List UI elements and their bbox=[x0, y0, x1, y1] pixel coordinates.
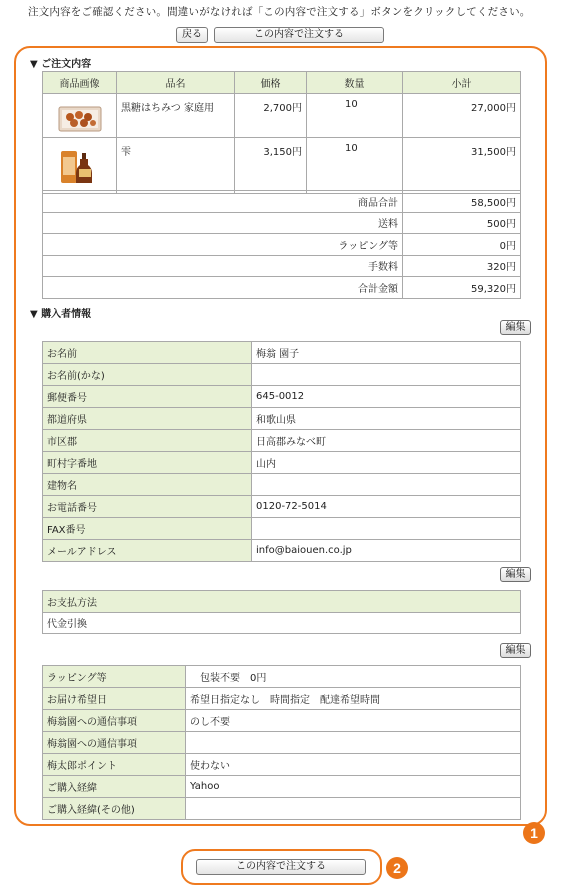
product-subtotal: 31,500円 bbox=[403, 138, 521, 194]
column-header-image: 商品画像 bbox=[43, 72, 117, 94]
field-label: 都道府県 bbox=[43, 408, 252, 430]
confirm-order-button-top[interactable]: この内容で注文する bbox=[214, 27, 384, 43]
summary-value: 58,500円 bbox=[403, 191, 521, 213]
table-row bbox=[43, 754, 521, 776]
table-row bbox=[43, 688, 521, 710]
field-value: 0120-72-5014 bbox=[252, 496, 521, 518]
table-row bbox=[43, 612, 521, 634]
instruction-text: 注文内容をご確認ください。間違いがなければ「この内容で注文する」ボタンをクリックしてください。 bbox=[28, 6, 531, 18]
product-quantity: 10 bbox=[307, 138, 403, 194]
table-row bbox=[43, 732, 521, 754]
summary-value: 59,320円 bbox=[403, 277, 521, 299]
product-price: 2,700円 bbox=[235, 94, 307, 138]
table-row bbox=[43, 138, 521, 194]
product-name: 黒糖はちみつ 家庭用 bbox=[117, 94, 235, 138]
summary-value: 320円 bbox=[403, 255, 521, 277]
edit-options-button[interactable]: 編集 bbox=[500, 643, 531, 658]
field-label: 町村字番地 bbox=[43, 452, 252, 474]
product-name: 雫 bbox=[117, 138, 235, 194]
summary-label: 手数料 bbox=[43, 255, 403, 277]
table-row bbox=[43, 666, 521, 688]
table-row bbox=[43, 540, 521, 562]
order-heading: ▼ ご注文内容 bbox=[30, 59, 92, 70]
purchaser-info-table bbox=[42, 341, 521, 562]
summary-label: ラッピング等 bbox=[43, 234, 403, 256]
option-label: 梅太郎ポイント bbox=[43, 754, 186, 776]
payment-method-label: お支払方法 bbox=[43, 591, 521, 613]
step-badge-1: 1 bbox=[523, 822, 545, 844]
column-header-price: 価格 bbox=[235, 72, 307, 94]
field-value bbox=[252, 474, 521, 496]
option-label: ご購入経緯 bbox=[43, 776, 186, 798]
field-label: お名前 bbox=[43, 342, 252, 364]
step-badge-2: 2 bbox=[386, 857, 408, 879]
field-value: 山内 bbox=[252, 452, 521, 474]
summary-value: 0円 bbox=[403, 234, 521, 256]
column-header-quantity: 数量 bbox=[307, 72, 403, 94]
bottle-product-image bbox=[58, 143, 102, 187]
confirm-order-button-bottom[interactable]: この内容で注文する bbox=[196, 859, 366, 875]
option-label: ご購入経緯(その他) bbox=[43, 798, 186, 820]
option-value: 使わない bbox=[186, 754, 521, 776]
delivery-options-table bbox=[42, 665, 521, 820]
order-header-row bbox=[43, 72, 521, 94]
option-label: 梅翁園への通信事項 bbox=[43, 732, 186, 754]
summary-row-grand-total bbox=[43, 277, 521, 299]
field-label: 建物名 bbox=[43, 474, 252, 496]
field-value: 和歌山県 bbox=[252, 408, 521, 430]
payment-method-value: 代金引換 bbox=[43, 612, 521, 634]
purchaser-heading: ▼ 購入者情報 bbox=[30, 309, 92, 320]
summary-label: 合計金額 bbox=[43, 277, 403, 299]
summary-label: 送料 bbox=[43, 212, 403, 234]
honey-product-image bbox=[58, 99, 102, 137]
field-value bbox=[252, 364, 521, 386]
option-value: 包装不要 0円 bbox=[186, 666, 521, 688]
table-row bbox=[43, 364, 521, 386]
table-row bbox=[43, 430, 521, 452]
summary-row-fee bbox=[43, 255, 521, 277]
product-subtotal: 27,000円 bbox=[403, 94, 521, 138]
option-value bbox=[186, 798, 521, 820]
field-label: お名前(かな) bbox=[43, 364, 252, 386]
option-value: のし不要 bbox=[186, 710, 521, 732]
table-row bbox=[43, 710, 521, 732]
field-value: 645-0012 bbox=[252, 386, 521, 408]
field-label: 市区郡 bbox=[43, 430, 252, 452]
edit-purchaser-button[interactable]: 編集 bbox=[500, 320, 531, 335]
table-row bbox=[43, 798, 521, 820]
table-row bbox=[43, 342, 521, 364]
option-value: 希望日指定なし 時間指定 配達希望時間 bbox=[186, 688, 521, 710]
summary-row-shipping bbox=[43, 212, 521, 234]
summary-row-goods-total bbox=[43, 191, 521, 213]
field-label: お電話番号 bbox=[43, 496, 252, 518]
option-label: ラッピング等 bbox=[43, 666, 186, 688]
table-row bbox=[43, 452, 521, 474]
field-value: 日高郡みなべ町 bbox=[252, 430, 521, 452]
table-row bbox=[43, 776, 521, 798]
table-row bbox=[43, 474, 521, 496]
column-header-name: 品名 bbox=[117, 72, 235, 94]
option-value: Yahoo bbox=[186, 776, 521, 798]
product-image-cell bbox=[43, 138, 117, 194]
summary-value: 500円 bbox=[403, 212, 521, 234]
order-items-table bbox=[42, 71, 521, 194]
order-summary-table bbox=[42, 190, 521, 299]
field-value: 梅翁 園子 bbox=[252, 342, 521, 364]
product-image-cell bbox=[43, 94, 117, 138]
table-row bbox=[43, 591, 521, 613]
field-label: 郵便番号 bbox=[43, 386, 252, 408]
table-row bbox=[43, 518, 521, 540]
column-header-subtotal: 小計 bbox=[403, 72, 521, 94]
option-label: 梅翁園への通信事項 bbox=[43, 710, 186, 732]
field-value: info@baiouen.co.jp bbox=[252, 540, 521, 562]
product-quantity: 10 bbox=[307, 94, 403, 138]
payment-table bbox=[42, 590, 521, 634]
field-value bbox=[252, 518, 521, 540]
table-row bbox=[43, 408, 521, 430]
field-label: FAX番号 bbox=[43, 518, 252, 540]
table-row bbox=[43, 94, 521, 138]
field-label: メールアドレス bbox=[43, 540, 252, 562]
table-row bbox=[43, 386, 521, 408]
back-button[interactable]: 戻る bbox=[176, 27, 208, 43]
option-label: お届け希望日 bbox=[43, 688, 186, 710]
summary-row-wrapping bbox=[43, 234, 521, 256]
table-row bbox=[43, 496, 521, 518]
edit-payment-button[interactable]: 編集 bbox=[500, 567, 531, 582]
option-value bbox=[186, 732, 521, 754]
summary-label: 商品合計 bbox=[43, 191, 403, 213]
product-price: 3,150円 bbox=[235, 138, 307, 194]
